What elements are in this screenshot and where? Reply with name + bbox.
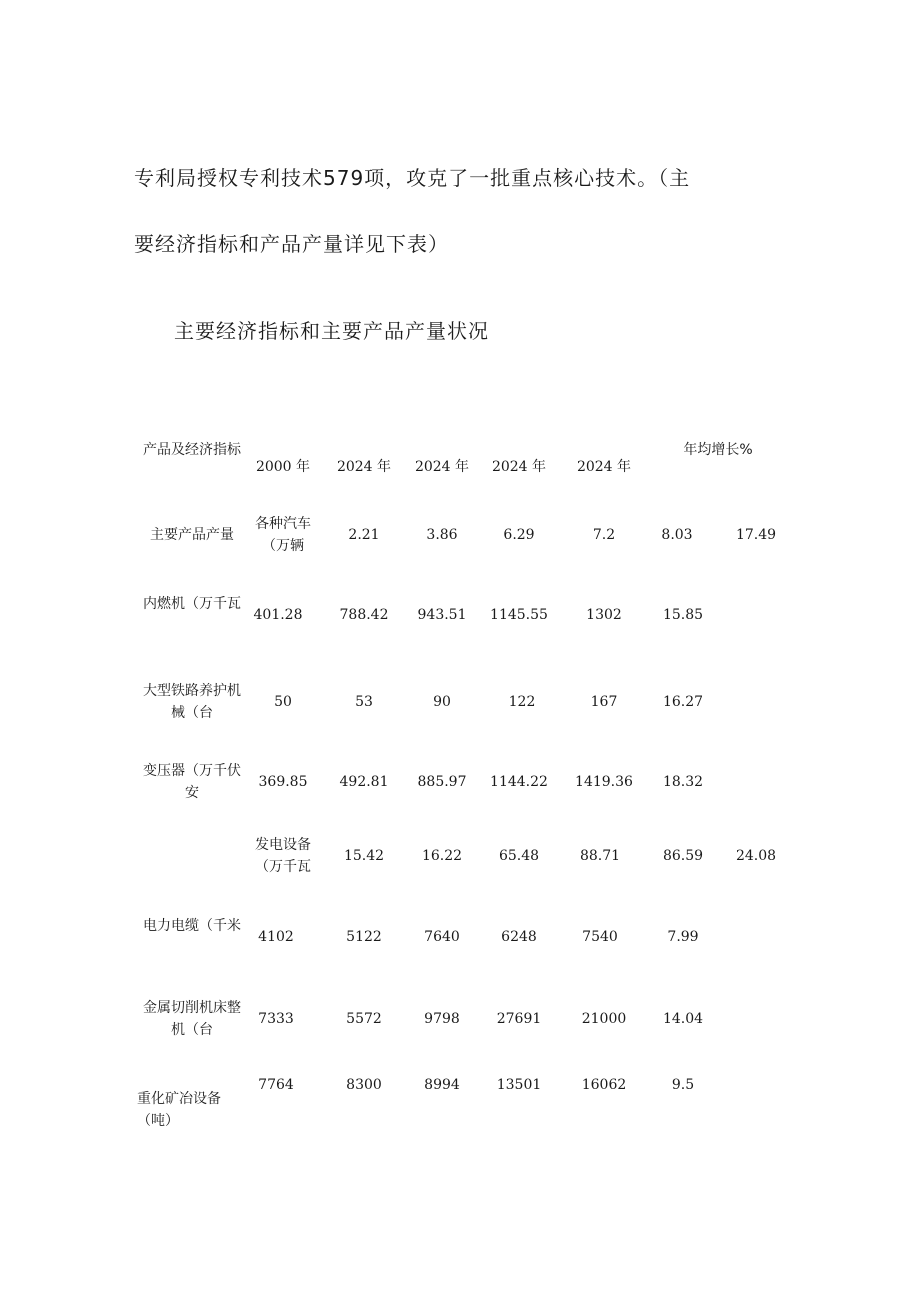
row-label: 变压器（万千伏安	[143, 763, 241, 801]
table-cell: 122	[508, 694, 536, 710]
table-cell: 4102	[258, 929, 294, 945]
table-cell: 13501	[496, 1077, 542, 1093]
table-cell: 8994	[424, 1077, 460, 1093]
row-label: 大型铁路养护机械（台	[143, 683, 241, 721]
header-year: 2024 年	[491, 459, 547, 475]
table-cell: 369.85	[258, 774, 308, 790]
table-cell: 885.97	[417, 774, 467, 790]
table-cell: 90	[433, 694, 451, 710]
paragraph-line-2: 要经济指标和产品产量详见下表）	[134, 232, 449, 256]
table-cell: 27691	[496, 1011, 542, 1027]
table-cell: 6.29	[503, 527, 535, 543]
table-cell: 14.04	[662, 1011, 704, 1027]
row-label: 金属切削机床整机（台	[143, 1000, 241, 1038]
table-cell: 2.21	[348, 527, 380, 543]
table-cell: 7540	[582, 929, 618, 945]
table-cell: 1144.22	[490, 774, 548, 790]
table-cell: 24.08	[735, 848, 777, 864]
table-cell: 88.71	[579, 848, 621, 864]
row-label: 电力电缆（千米	[143, 918, 241, 934]
header-year: 2000 年	[255, 459, 311, 475]
table-cell: 5122	[346, 929, 382, 945]
table-cell: 943.51	[417, 607, 467, 623]
table-cell: 3.86	[426, 527, 458, 543]
table-cell: 16062	[581, 1077, 627, 1093]
table-cell: 9798	[424, 1011, 460, 1027]
table-cell: 1145.55	[490, 607, 548, 623]
paragraph-line-1: 专利局授权专利技术579项，攻克了一批重点核心技术。（主	[134, 166, 691, 190]
table-cell: 86.59	[662, 848, 704, 864]
header-year: 2024 年	[414, 459, 470, 475]
table-cell: 7.2	[592, 527, 616, 543]
table-cell: 401.28	[253, 607, 303, 623]
table-cell: 167	[590, 694, 618, 710]
table-cell: 16.22	[421, 848, 463, 864]
table-cell: 1302	[586, 607, 622, 623]
header-item: 产品及经济指标	[143, 442, 241, 458]
table-cell: 788.42	[339, 607, 389, 623]
table-cell: 7640	[424, 929, 460, 945]
header-growth: 年均增长%	[683, 442, 753, 458]
header-year: 2024 年	[336, 459, 392, 475]
header-year: 2024 年	[576, 459, 632, 475]
table-cell: 15.42	[343, 848, 385, 864]
row-sublabel: 发电设备（万千瓦	[255, 837, 311, 875]
table-cell: 15.85	[662, 607, 704, 623]
table-cell: 53	[355, 694, 373, 710]
table-cell: 18.32	[662, 774, 704, 790]
table-cell: 6248	[501, 929, 537, 945]
table-cell: 65.48	[498, 848, 540, 864]
table-cell: 8300	[346, 1077, 382, 1093]
table-cell: 7333	[258, 1011, 294, 1027]
table-cell: 8.03	[661, 527, 693, 543]
row-sublabel: 各种汽车（万辆	[255, 516, 311, 554]
table-caption: 主要经济指标和主要产品产量状况	[174, 319, 489, 343]
table-cell: 492.81	[339, 774, 389, 790]
row-label: 内燃机（万千瓦	[143, 596, 241, 612]
row-label: 主要产品产量	[150, 527, 234, 543]
table-cell: 7764	[258, 1077, 294, 1093]
table-cell: 5572	[346, 1011, 382, 1027]
row-label: 重化矿冶设备（吨）	[137, 1091, 221, 1129]
table-cell: 50	[274, 694, 292, 710]
table-cell: 16.27	[662, 694, 704, 710]
table-cell: 21000	[581, 1011, 627, 1027]
table-cell: 7.99	[667, 929, 699, 945]
table-cell: 1419.36	[575, 774, 633, 790]
table-cell: 17.49	[735, 527, 777, 543]
table-cell: 9.5	[671, 1077, 695, 1093]
